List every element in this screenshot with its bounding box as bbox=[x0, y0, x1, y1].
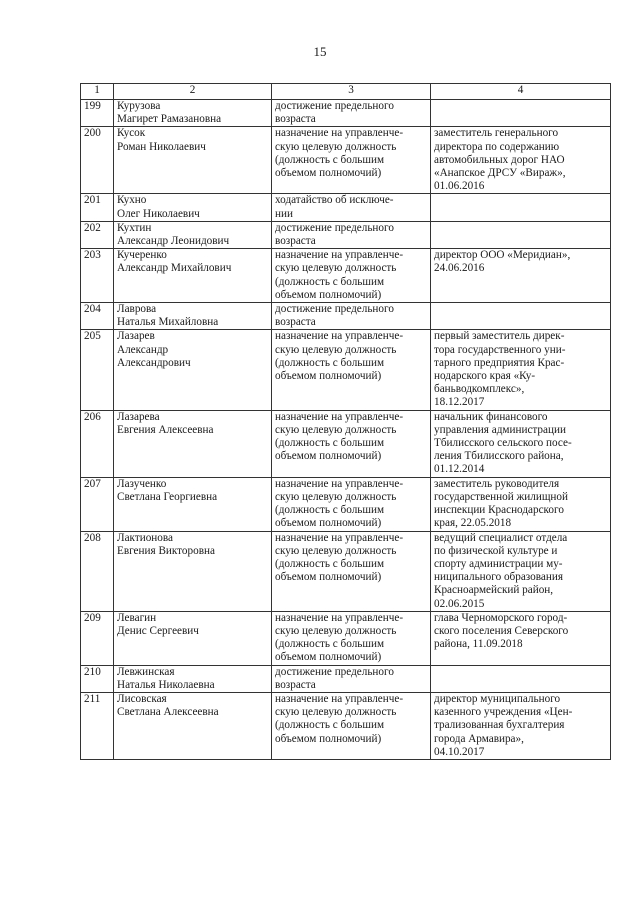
new-position-line: нодарского края «Ку- bbox=[434, 370, 536, 383]
exclusion-reason-line: назначение на управленче- bbox=[275, 330, 404, 343]
new-position-line: по физической культуре и bbox=[434, 544, 558, 557]
exclusion-reason-line: достижение предельного bbox=[275, 665, 394, 678]
new-position-line: города Армавира», bbox=[434, 732, 524, 745]
exclusion-reason-line: назначение на управленче- bbox=[275, 127, 404, 140]
new-position-line: директора по содержанию bbox=[434, 140, 560, 153]
column-header: 1 bbox=[81, 84, 114, 100]
exclusion-reason-cell bbox=[272, 303, 431, 330]
exclusion-reason-line: ходатайство об исключе- bbox=[275, 194, 394, 207]
row-number: 203 bbox=[81, 249, 114, 303]
table-row bbox=[81, 531, 611, 611]
exclusion-reason-line: объемом полномочий) bbox=[275, 450, 382, 463]
new-position-line: ниципального образования bbox=[434, 571, 563, 584]
exclusion-reason-line: (должность с большим bbox=[275, 719, 385, 732]
person-name-cell bbox=[114, 221, 272, 248]
new-position-cell bbox=[431, 665, 611, 692]
exclusion-reason-line: объемом полномочий) bbox=[275, 288, 382, 301]
new-position-line: директор муниципального bbox=[434, 692, 561, 705]
new-position-cell bbox=[431, 127, 611, 194]
person-name-line: Александр Леонидович bbox=[117, 235, 230, 248]
person-name-line: Денис Сергеевич bbox=[117, 624, 199, 637]
person-name-line: Лазарева bbox=[117, 410, 160, 423]
exclusion-reason-line: (должность с большим bbox=[275, 638, 385, 651]
new-position-cell bbox=[431, 692, 611, 759]
exclusion-reason-cell bbox=[272, 410, 431, 477]
new-position-line: 24.06.2016 bbox=[434, 262, 485, 275]
exclusion-reason-cell bbox=[272, 477, 431, 531]
row-number: 209 bbox=[81, 611, 114, 665]
exclusion-reason-line: назначение на управленче- bbox=[275, 692, 404, 705]
exclusion-reason-line: (должность с большим bbox=[275, 356, 385, 369]
row-number: 202 bbox=[81, 221, 114, 248]
table-header-row bbox=[81, 84, 611, 100]
person-name-line: Кучеренко bbox=[117, 249, 167, 262]
person-name-line: Роман Николаевич bbox=[117, 140, 206, 153]
person-name-line: Александрович bbox=[117, 356, 191, 369]
table-row bbox=[81, 100, 611, 127]
new-position-line: Тбилисского сельского посе- bbox=[434, 437, 572, 450]
new-position-line: начальник финансового bbox=[434, 410, 548, 423]
row-number: 199 bbox=[81, 100, 114, 127]
new-position-line: 04.10.2017 bbox=[434, 745, 485, 758]
person-name-line: Лазученко bbox=[117, 477, 167, 490]
exclusion-reason-line: (должность с большим bbox=[275, 504, 385, 517]
person-name-line: Евгения Алексеевна bbox=[117, 423, 214, 436]
exclusion-reason-cell bbox=[272, 611, 431, 665]
new-position-line: казенного учреждения «Цен- bbox=[434, 706, 573, 719]
exclusion-reason-cell bbox=[272, 194, 431, 221]
column-header: 4 bbox=[431, 84, 611, 100]
person-name-cell bbox=[114, 665, 272, 692]
exclusion-reason-line: назначение на управленче- bbox=[275, 611, 404, 624]
person-name-line: Кусок bbox=[117, 127, 146, 140]
row-number: 210 bbox=[81, 665, 114, 692]
person-name-line: Левагин bbox=[117, 611, 157, 624]
exclusion-reason-line: (должность с большим bbox=[275, 557, 385, 570]
exclusion-reason-line: возраста bbox=[275, 235, 316, 248]
new-position-cell bbox=[431, 221, 611, 248]
table-row bbox=[81, 249, 611, 303]
new-position-cell bbox=[431, 249, 611, 303]
person-name-line: Александр bbox=[117, 343, 169, 356]
new-position-line: края, 22.05.2018 bbox=[434, 517, 512, 530]
exclusion-reason-line: скую целевую должность bbox=[275, 343, 397, 356]
exclusion-reason-line: скую целевую должность bbox=[275, 490, 397, 503]
new-position-line: автомобильных дорог НАО bbox=[434, 153, 565, 166]
exclusion-reason-line: (должность с большим bbox=[275, 153, 385, 166]
new-position-line: тарного предприятия Крас- bbox=[434, 356, 565, 369]
table-row bbox=[81, 194, 611, 221]
new-position-line: спорту администрации му- bbox=[434, 557, 563, 570]
person-name-line: Евгения Викторовна bbox=[117, 544, 215, 557]
person-name-cell bbox=[114, 249, 272, 303]
table-row bbox=[81, 665, 611, 692]
person-name-cell bbox=[114, 303, 272, 330]
new-position-line: района, 11.09.2018 bbox=[434, 638, 523, 651]
person-name-line: Наталья Николаевна bbox=[117, 678, 215, 691]
new-position-cell bbox=[431, 477, 611, 531]
new-position-line: государственной жилищной bbox=[434, 490, 568, 503]
new-position-line: трализованная бухгалтерия bbox=[434, 719, 565, 732]
exclusion-reason-line: (должность с большим bbox=[275, 437, 385, 450]
exclusion-reason-line: достижение предельного bbox=[275, 221, 394, 234]
table-row bbox=[81, 410, 611, 477]
row-number: 207 bbox=[81, 477, 114, 531]
exclusion-reason-line: достижение предельного bbox=[275, 303, 394, 316]
new-position-line: глава Черноморского город- bbox=[434, 611, 568, 624]
table-row bbox=[81, 477, 611, 531]
row-number: 211 bbox=[81, 692, 114, 759]
person-name-line: Курузова bbox=[117, 100, 161, 112]
person-name-cell bbox=[114, 410, 272, 477]
exclusion-reason-line: объемом полномочий) bbox=[275, 370, 382, 383]
person-name-line: Лаврова bbox=[117, 303, 157, 316]
row-number: 206 bbox=[81, 410, 114, 477]
table-row bbox=[81, 611, 611, 665]
exclusion-reason-line: возраста bbox=[275, 316, 316, 329]
new-position-line: управления администрации bbox=[434, 423, 566, 436]
person-name-line: Кухтин bbox=[117, 221, 152, 234]
new-position-line: 01.12.2014 bbox=[434, 463, 485, 476]
new-position-line: заместитель генерального bbox=[434, 127, 559, 140]
new-position-line: Красноармейский район, bbox=[434, 584, 554, 597]
new-position-cell bbox=[431, 100, 611, 127]
person-name-cell bbox=[114, 100, 272, 127]
new-position-line: инспекции Краснодарского bbox=[434, 504, 564, 517]
exclusion-reason-line: назначение на управленче- bbox=[275, 531, 404, 544]
person-name-cell bbox=[114, 194, 272, 221]
row-number: 205 bbox=[81, 330, 114, 410]
person-name-line: Олег Николаевич bbox=[117, 207, 200, 220]
exclusion-reason-line: объемом полномочий) bbox=[275, 571, 382, 584]
exclusion-reason-line: назначение на управленче- bbox=[275, 249, 404, 262]
exclusion-reason-line: скую целевую должность bbox=[275, 262, 397, 275]
new-position-cell bbox=[431, 303, 611, 330]
exclusion-reason-line: возраста bbox=[275, 113, 316, 126]
person-name-cell bbox=[114, 611, 272, 665]
person-name-cell bbox=[114, 531, 272, 611]
person-name-line: Лазарев bbox=[117, 330, 155, 343]
person-name-line: Левжинская bbox=[117, 665, 175, 678]
new-position-line: баньводкомплекс», bbox=[434, 383, 525, 396]
new-position-cell bbox=[431, 531, 611, 611]
person-name-line: Лактионова bbox=[117, 531, 173, 544]
column-header: 2 bbox=[114, 84, 272, 100]
table-row bbox=[81, 303, 611, 330]
new-position-line: 02.06.2015 bbox=[434, 597, 485, 610]
new-position-line: «Анапское ДРСУ «Вираж», bbox=[434, 167, 566, 180]
new-position-line: 01.06.2016 bbox=[434, 180, 485, 193]
exclusion-reason-cell bbox=[272, 531, 431, 611]
new-position-line: 18.12.2017 bbox=[434, 396, 485, 409]
exclusion-reason-line: нии bbox=[275, 207, 293, 220]
exclusion-reason-line: скую целевую должность bbox=[275, 140, 397, 153]
person-name-cell bbox=[114, 127, 272, 194]
exclusion-reason-cell bbox=[272, 127, 431, 194]
new-position-line: ского поселения Северского bbox=[434, 624, 569, 637]
table-row bbox=[81, 692, 611, 759]
row-number: 201 bbox=[81, 194, 114, 221]
exclusion-reason-line: объемом полномочий) bbox=[275, 732, 382, 745]
column-header: 3 bbox=[272, 84, 431, 100]
person-name-line: Александр Михайлович bbox=[117, 262, 232, 275]
exclusion-reason-cell bbox=[272, 692, 431, 759]
new-position-line: директор ООО «Меридиан», bbox=[434, 249, 571, 262]
exclusion-reason-cell bbox=[272, 665, 431, 692]
exclusion-reason-line: назначение на управленче- bbox=[275, 410, 404, 423]
row-number: 204 bbox=[81, 303, 114, 330]
table-row bbox=[81, 127, 611, 194]
person-name-cell bbox=[114, 692, 272, 759]
row-number: 200 bbox=[81, 127, 114, 194]
exclusion-reason-line: (должность с большим bbox=[275, 275, 385, 288]
exclusion-reason-line: объемом полномочий) bbox=[275, 517, 382, 530]
exclusion-reason-line: возраста bbox=[275, 678, 316, 691]
exclusion-reason-cell bbox=[272, 221, 431, 248]
exclusion-reason-line: скую целевую должность bbox=[275, 624, 397, 637]
new-position-line: ления Тбилисского района, bbox=[434, 450, 564, 463]
person-name-line: Светлана Георгиевна bbox=[117, 490, 218, 503]
exclusion-reason-line: объемом полномочий) bbox=[275, 167, 382, 180]
table-row bbox=[81, 221, 611, 248]
new-position-cell bbox=[431, 194, 611, 221]
person-name-line: Магирет Рамазановна bbox=[117, 113, 222, 126]
exclusion-reason-line: скую целевую должность bbox=[275, 706, 397, 719]
new-position-line: тора государственного уни- bbox=[434, 343, 566, 356]
new-position-cell bbox=[431, 410, 611, 477]
new-position-cell bbox=[431, 611, 611, 665]
exclusion-reason-cell bbox=[272, 330, 431, 410]
new-position-cell bbox=[431, 330, 611, 410]
personnel-table bbox=[80, 83, 611, 760]
person-name-cell bbox=[114, 477, 272, 531]
person-name-line: Светлана Алексеевна bbox=[117, 706, 219, 719]
table-row bbox=[81, 330, 611, 410]
new-position-line: первый заместитель дирек- bbox=[434, 330, 565, 343]
exclusion-reason-line: скую целевую должность bbox=[275, 544, 397, 557]
row-number: 208 bbox=[81, 531, 114, 611]
new-position-line: заместитель руководителя bbox=[434, 477, 560, 490]
exclusion-reason-line: объемом полномочий) bbox=[275, 651, 382, 664]
exclusion-reason-line: назначение на управленче- bbox=[275, 477, 404, 490]
exclusion-reason-cell bbox=[272, 100, 431, 127]
person-name-line: Лисовская bbox=[117, 692, 167, 705]
person-name-cell bbox=[114, 330, 272, 410]
exclusion-reason-line: скую целевую должность bbox=[275, 423, 397, 436]
person-name-line: Кухно bbox=[117, 194, 147, 207]
new-position-line: ведущий специалист отдела bbox=[434, 531, 568, 544]
person-name-line: Наталья Михайловна bbox=[117, 316, 219, 329]
exclusion-reason-line: достижение предельного bbox=[275, 100, 394, 112]
page-number: 15 bbox=[313, 44, 327, 59]
exclusion-reason-cell bbox=[272, 249, 431, 303]
